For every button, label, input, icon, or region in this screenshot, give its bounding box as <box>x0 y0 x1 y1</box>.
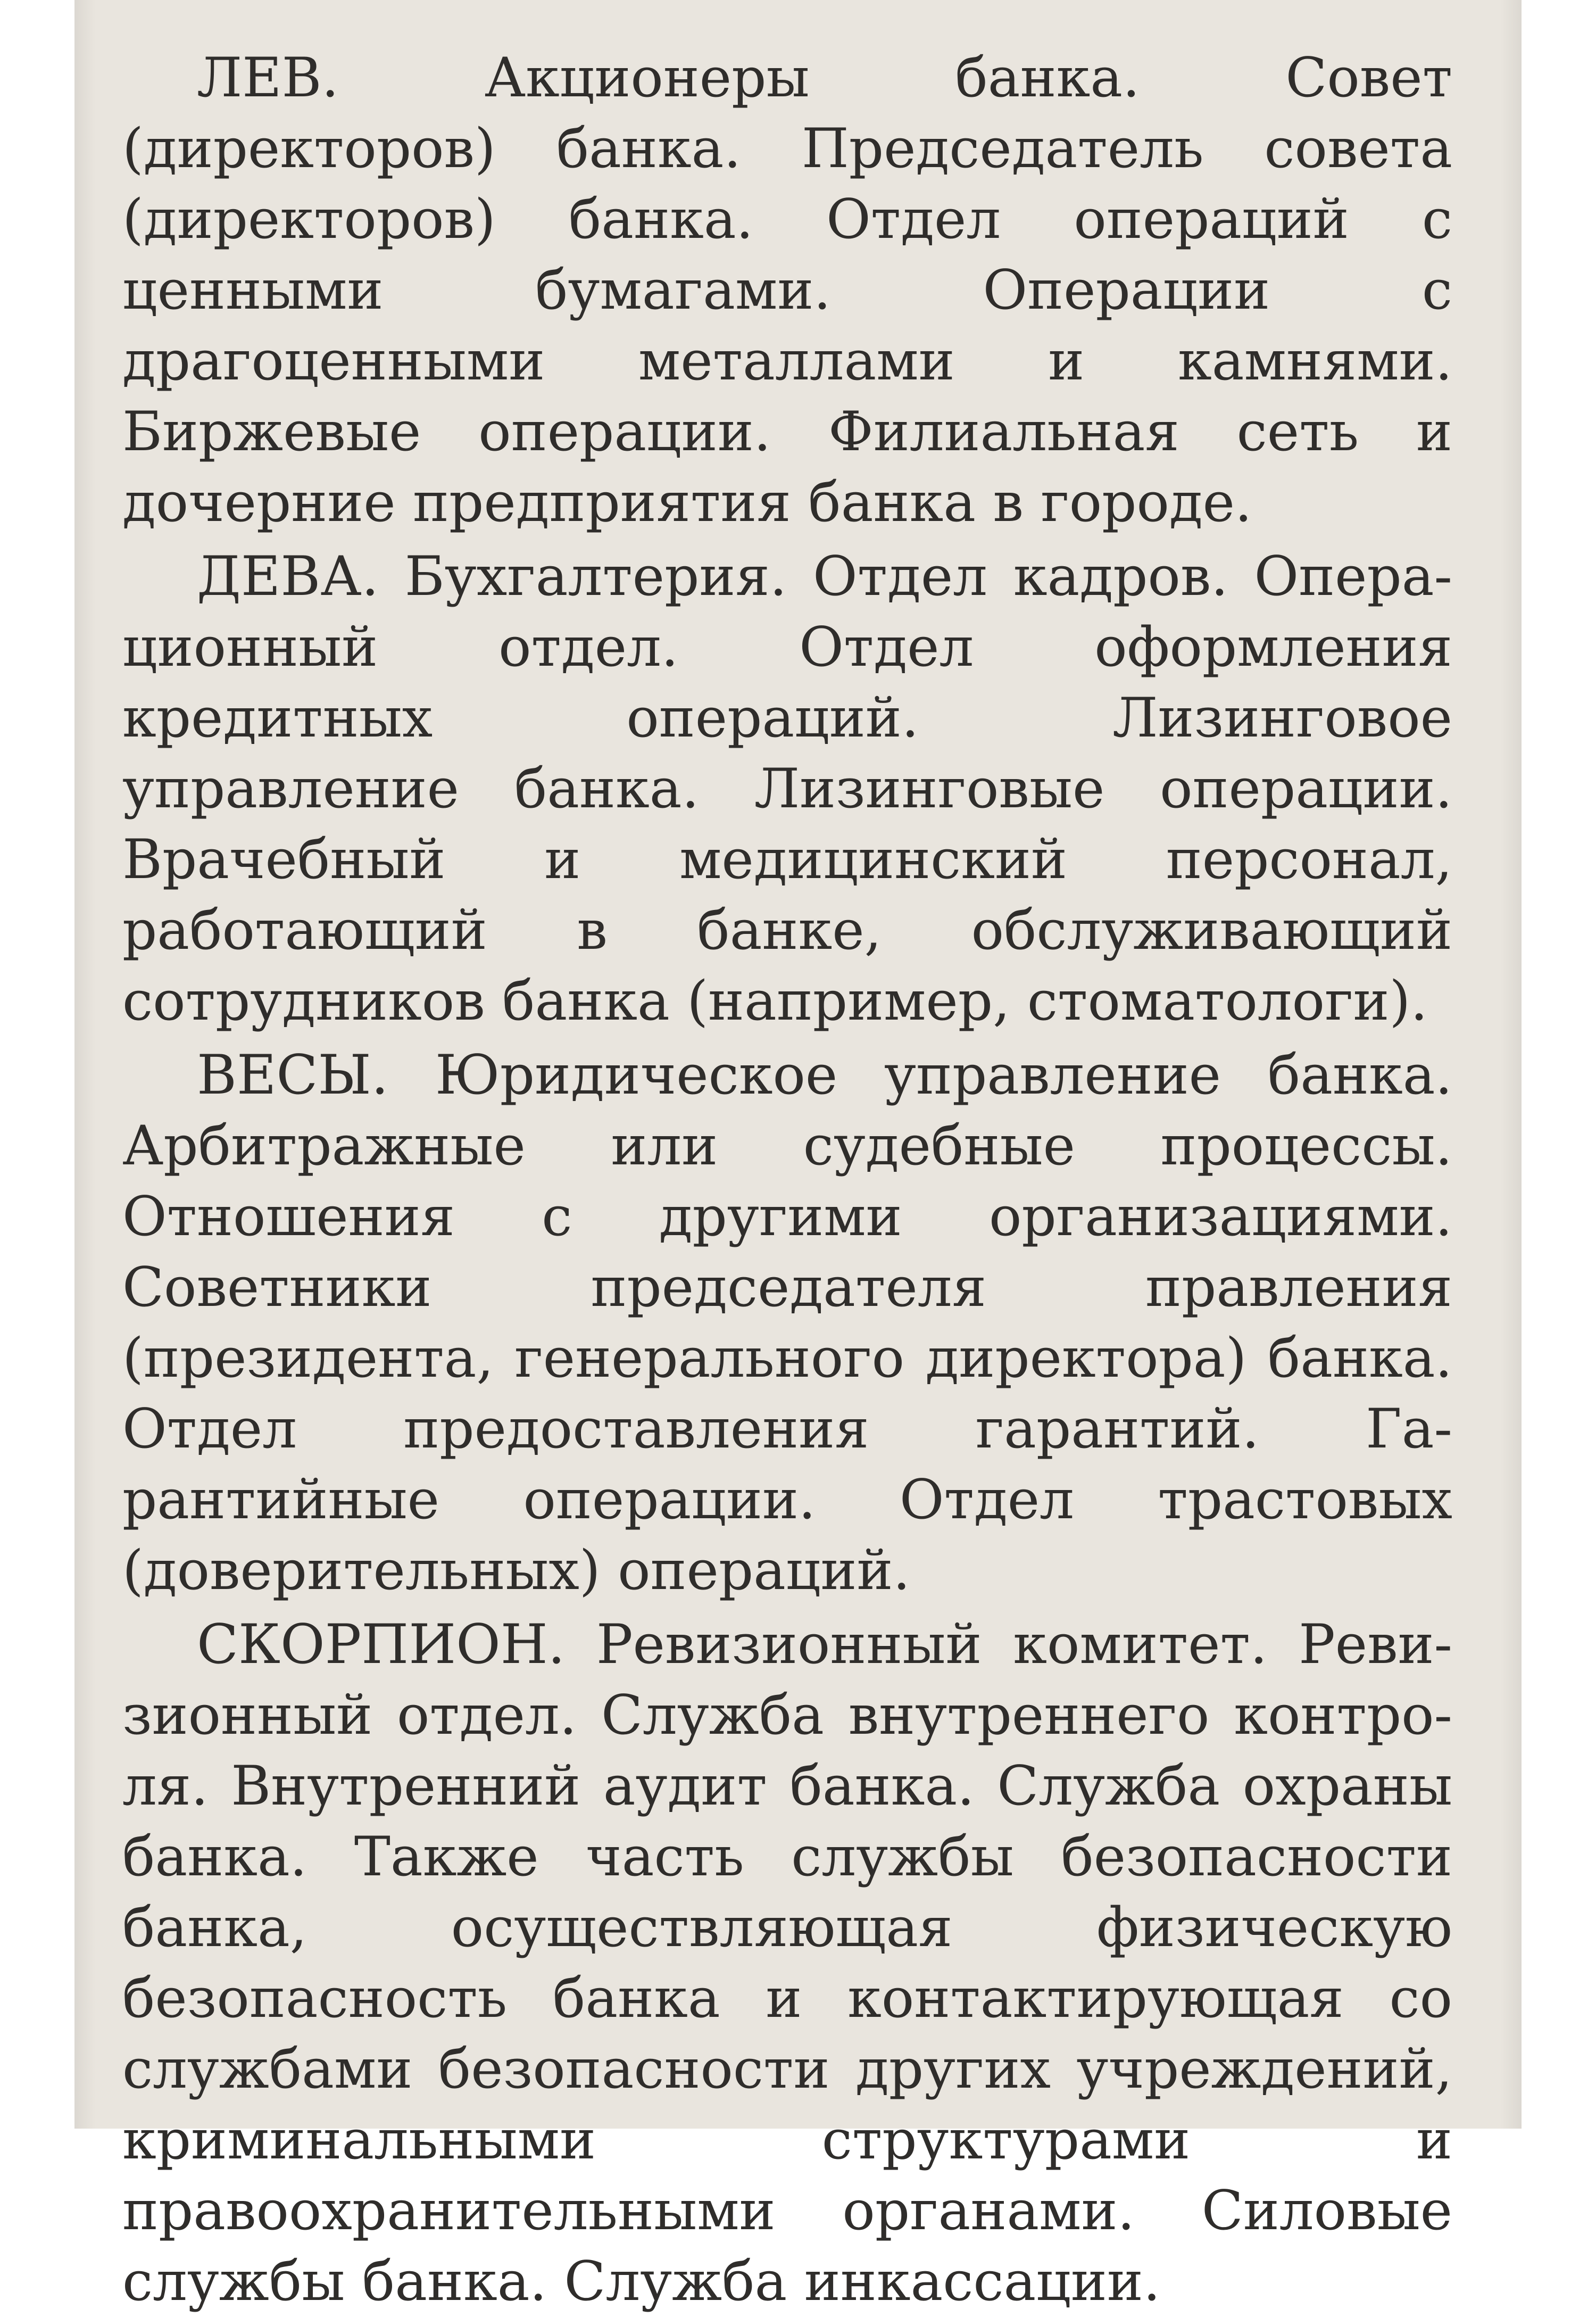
paragraph-term: ДЕВА. <box>197 545 379 608</box>
paragraph-body: Ревизионный комитет. Ревизионный отдел. Служба внутреннего контроля. Внутренний аудит банка. Служба охраны банка. Также часть службы безопасности банка, осуществляющая физическую безопасность банка и контактирующая со службами безопасности других учреждений, криминальными структурами и правоохранительными органами. Силовые службы банка. Служба инкассации. <box>122 1613 1452 2313</box>
page-edge-shadow-left <box>74 0 96 2129</box>
paragraph-term: ВЕСЫ. <box>197 1044 389 1107</box>
page-text <box>122 43 1452 2317</box>
paragraph-term: СКОРПИОН. <box>197 1613 566 1676</box>
paragraph-leo <box>122 43 1452 538</box>
paragraph-body: Юридическое управление банка. Арбитражные или судебные процессы. Отношения с другими организациями. Советники председателя правления (президента, генерального директора) банка. Отдел предоставления гарантий. Гарантийные операции. Отдел трастовых (доверительных) операций. <box>122 1044 1452 1602</box>
paragraph-libra <box>122 1040 1452 1606</box>
paragraph-body: Акционеры банка. Совет (директоров) банка. Председатель совета (директоров) банка. Отдел операций с ценными бумагами. Операции с драгоценными металлами и камнями. Биржевые операции. Филиальная сеть и дочерние предприятия банка в городе. <box>122 46 1452 534</box>
page-edge-shadow-right <box>1500 0 1522 2129</box>
paragraph-term: ЛЕВ. <box>197 46 339 110</box>
paragraph-body: Бухгалтерия. Отдел кадров. Операционный отдел. Отдел оформления кредитных операций. Лизинговое управление банка. Лизинговые операции. Врачебный и медицинский персонал, работающий в банке, обслуживающий сотрудников банка (например, стоматологи). <box>122 545 1452 1033</box>
book-page <box>74 0 1522 2313</box>
paragraph-scorpio <box>122 1609 1452 2317</box>
paragraph-virgo <box>122 541 1452 1037</box>
